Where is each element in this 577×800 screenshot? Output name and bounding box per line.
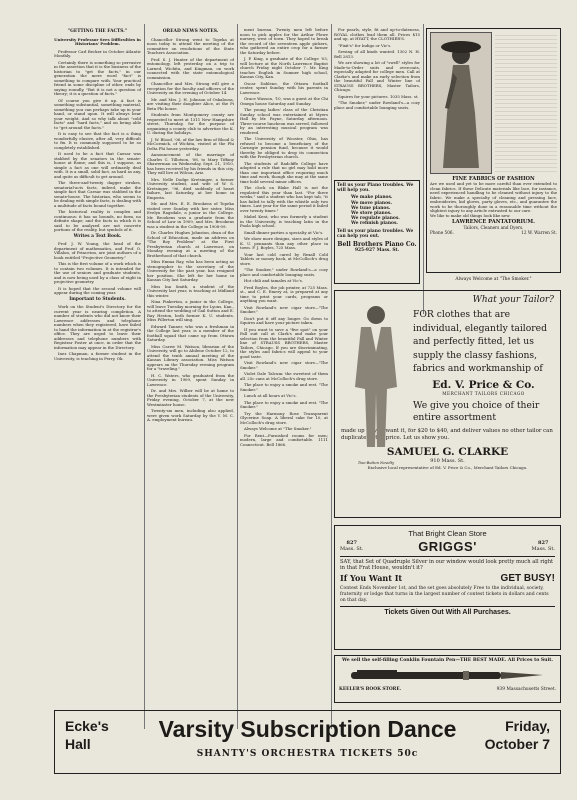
pen-ad-headline: We sell the self-filling Conklin Fountain Pen—THE BEST MADE. All Prices to Suit. <box>342 658 553 663</box>
fashion-ad-title: FINE FABRICS OF FASHION <box>452 176 535 182</box>
paragraph: Chancellor Strong went to Topeka at noon today to attend the meeting of the committee on resolutions of the State Teachers Association. <box>147 36 234 55</box>
paragraph: The University of Wooster, Ohio, has refused to become a beneficiary of the Carnegie pension fund, because it would thereby be obliged to drop its connection with the Presbyterian church. <box>240 136 328 159</box>
fashion-ad-address: 12 W. Warren St. <box>521 230 557 235</box>
column-3 <box>240 28 328 728</box>
tailor-ad-merchant-address: 910 Mass. St. <box>430 457 465 464</box>
paragraph: Try the Harmony Rose Transparent Glycerine Soap. A liberal cake for 10, at McColloch's drug store. <box>240 410 328 425</box>
paragraph: Prof. S. J. Hunter of the department of entomology, left yesterday on a trip to Larned, Wichita, and Kingman, on work connected with the state entomological commission. <box>147 56 234 80</box>
banner-title: Varsity Subscription Dance <box>158 716 457 742</box>
griggs-ad-right <box>532 541 555 552</box>
paragraph: Your last cold cured by Rexall Cold Tablets or money back, at McColloch's drug store. <box>240 251 328 266</box>
paragraph: Lunch at all hours at Vic's. <box>244 393 297 398</box>
paragraph: Fred Boyles, the job printer, at 725 Mass. st., and C. E. Emery at, is prepared at any time to print your cards, programs or anything you want. <box>240 284 328 303</box>
griggs-ad-right-sub: Mass. St. <box>531 545 555 552</box>
fashion-ad-tagline: Tailors, Cleaners and Dyers. <box>463 225 524 230</box>
column-1 <box>54 28 141 728</box>
paragraph: Mabel Kent, who was formerly a student in the University, is teaching latin in the Paola high school. <box>240 214 328 228</box>
banner-left-bottom: Hall <box>65 736 91 752</box>
pen-ad-footer <box>339 687 556 692</box>
banner-left-top: Ecke's <box>65 718 109 734</box>
column-4 <box>334 28 420 178</box>
woman-figure-icon <box>431 33 491 173</box>
paragraph: The place to enjoy a smoke and rest. "The Smoker." <box>240 399 328 409</box>
paragraph: Miss Ina Smith, a student of the University last year, is teaching at Midland this winter. <box>147 283 234 298</box>
column-2 <box>147 28 234 728</box>
griggs-ad-header <box>340 539 555 554</box>
fashion-ad-top <box>430 32 557 174</box>
griggs-ad-cta-right: GET BUSY! <box>500 573 555 585</box>
paragraph: The young ladies' class of the Christian Sunday school was entertained at Myers Hall by Mr. Payne, Saturday afternoon. Three-course luncheon was served, followed by an interesting musical program was rendered. <box>240 107 328 135</box>
paragraph: Squires for your pictures. 1035 Mass. st. <box>338 93 419 99</box>
tailor-ad-maker: Ed. V. Price & Co. <box>432 378 535 391</box>
piano-ad-list <box>337 195 417 226</box>
paragraph: Inez Chapman, a former student in the University, is teaching in Perry, Ok. <box>54 351 141 361</box>
column-rule <box>144 24 145 729</box>
griggs-ad-cta-left: If You Want It <box>340 573 403 584</box>
griggs-ad-name: GRIGGS' <box>418 539 477 554</box>
fashion-ad-illustration <box>430 32 492 174</box>
welcome-note: Always Welcome at "The Smoker." <box>455 277 532 282</box>
griggs-ad-top: That Bright Clean Store <box>408 529 487 538</box>
column-rule <box>237 24 238 729</box>
piano-ad-company: Bell Brothers Piano Co. <box>337 241 417 249</box>
article-title: "GETTING THE FACTS." <box>67 29 128 34</box>
paragraph: "The Smoker," under Rowland's—a cozy place and comfortable lounging seats. <box>334 100 420 110</box>
paragraph: Grace Wasson, '10, was a guest at the Chi Omega house Saturday and Sunday. <box>240 96 328 106</box>
paragraph: It is easy to see that the fact is a thing wonderfully elusive, after all, very difficult to fix. It is commonly supposed to be so completely established. <box>54 131 141 150</box>
tailor-ad-offer: made up as you want it, for $20 to $40, and deliver values no other tailor can duplicate at the price. Let us show you. <box>341 427 553 441</box>
paragraph: Twenty-six men, including also applied, were given work Saturday by the Y. M. C. A. employment bureau. <box>147 408 234 422</box>
paragraph: Small dinner parties a specialty at Vic's. <box>244 229 324 235</box>
griggs-ad-left <box>340 541 363 552</box>
column-rule <box>423 24 424 314</box>
paragraph: We show more designs, sizes and styles of K. U. pennants than any other place in town. F. J. Boyles, 725 Mass. <box>240 236 328 250</box>
tailor-ad-script-title: What your Tailor? <box>472 295 554 305</box>
pen-ad <box>334 655 561 703</box>
fashion-ad-body: Are we used and yet to be more careful than ever extended to clean fabrics. If these Delicate materials like lace, for instance, need experienced handling to be cleaned without injury to the fabric. We make a specialty of cleaning and pressing lace, embroideries, kid gloves, party gloves, etc., and guarantee the work to be thoroughly done in a reasonable time without the slightest injury to any article entrusted to our care. <box>430 181 557 213</box>
figure-caption: Two-Button Novelty <box>357 461 395 465</box>
paragraph: Dr. and Mrs. Wilber will be at home to the Presbyterian students of the University, Friday evening, October 7, at the new Westminster house. <box>147 388 234 407</box>
paragraph: Edward Tanner, who was a freshman in the College last year, is a member of the football squad that came up from Ottawa Saturday. <box>147 323 234 342</box>
paragraph: The place to enjoy a smoke and rest. "The Smoker." <box>240 382 328 392</box>
piano-ad-address: 925-927 Mass. St. <box>354 248 400 254</box>
paragraph: J. W. Blood, '06, of the law firm of Blood & McCormick, of Wichita, visited at the Phi Delta Phi house yesterday. <box>147 136 234 151</box>
paragraph: Mr. and Mrs. J. H. Johnson of Oskaloosa, are visiting their daughter Alice, at the Pi Beta Phi house. <box>147 96 234 111</box>
dance-banner <box>54 710 561 774</box>
fashion-ad-contact <box>430 230 557 235</box>
paragraph: This is the first volume of a work which is to contain two volumes. It is intended for the use of seniors and graduate students, and is now being used by a class of eight in projective geometry. <box>54 261 141 284</box>
paragraph: If you want to save a "five spot" on your Fall suit call at Clark's and make your selection from the beautiful Fall and Winter line of STRAUSS BROTHERS, Master Tailors, Chicago. If you are discriminating, the styles and fabrics will appeal to your good taste. <box>240 326 328 359</box>
piano-ad-item: We refinish pianos. <box>351 221 398 227</box>
griggs-ad-contest: Contest Ends November 1st, and the set goes absolutely Free to the individual, society, fraternity or lodge that turns in the largest number of contest tickets in dollars and cents on that day. <box>340 586 549 603</box>
paragraph: The students of Radcliffe College have adopted a rule that no girl may hold more than one important office requiring much time and work, though she may at the same time hold several minor offices. <box>240 160 328 184</box>
tailor-ad-illustration <box>341 297 411 465</box>
paragraph: Of course you give it up. A fact is something substantial, something material, something you can perhaps take up in your hand, or stand upon. It will always bear your weight. And so why talk about "cold facts" and "hard facts," and on being able to "get around the facts." <box>54 97 141 130</box>
griggs-ad-left-sub: Mass. St. <box>340 545 364 552</box>
paragraph: Hot chili and tamales at Vic's. <box>244 278 304 283</box>
paragraph: The clock on Blake Hall is not the regulated this year than last. "For three weeks," said a student who has kept tab, "it has failed to tally with the whistle only two times. Last year for the same period it failed over twenty times." <box>240 185 328 213</box>
fashion-ad-body-wrap <box>495 32 557 174</box>
fashion-ad-filler <box>495 32 557 172</box>
paragraph: ment bureau. Twenty men left before noon to pick apples for the Arthur Plowe nursery, west of town. They hoped to break the record of the seventeen apple pickers, who gathered an entire crop for a farmer the Saturday before. <box>240 28 328 55</box>
paragraph: The three-and-twenty dagger strokes, senatorial-acts facts, indeed, make the simple fact that Caesar was stabbed in the senate-house. The historian, who seems to be dealing with simple facts, is dealing with a multitude of facts bound together. <box>54 180 141 208</box>
griggs-ad <box>334 525 561 650</box>
paragraph: Miss Carrie M. Watson, librarian of the University, will go to Abilene October 12, to attend the tenth annual meeting of the Kansas Library association. Miss Watson appears on the Thursday evening program for a "traveling." <box>147 343 234 371</box>
tailor-ad-merchant-note: Exclusive local representative of Ed. V. Price & Co., Merchant Tailors Chicago. <box>367 464 528 470</box>
paragraph: Work on the Student's Directory for the current year is nearing completion. A number of students who did not know their Lawrence addresses and telephone numbers when they registered, have failed to hand the information in at the registrar's office. They are urged to leave their addresses and telephone numbers with Registrar Foster at once, in order that the information may appear in the Directory. <box>54 304 141 350</box>
piano-ad-item: We tune pianos. <box>351 205 391 211</box>
fashion-ad <box>426 28 561 273</box>
griggs-ad-footer: Tickets Given Out With All Purchases. <box>340 606 555 616</box>
tailor-ad-maker-sub: MERCHANT TAILORS CHICAGO <box>442 390 525 396</box>
piano-ad-item: We store pianos. <box>351 211 392 217</box>
banner-subtitle: SHANTY'S ORCHESTRA TICKETS 50c <box>196 749 419 759</box>
paragraph: Oscar Dahlene, the Ottawa football center, spent Sunday with his parents in Lawrence. <box>240 80 328 95</box>
paragraph: Professor Carl Becker in October Atlantic Monthly. <box>54 48 141 58</box>
banner-left <box>65 717 109 753</box>
tailor-ad-body: FOR clothes that are individual, elegantly tailored and perfectly fitted, let us supply the classy fashions, fabrics and workmanship of <box>413 309 547 374</box>
paragraph: Don't put it off any longer. Go down to Squires and have your picture taken. <box>240 315 328 325</box>
fountain-pen-icon <box>343 666 553 684</box>
griggs-ad-left-num: 827 <box>346 540 357 546</box>
paragraph: It used to be a fact that Caesar was stabbed by the senators in the senate-house at Rome; and this is, I suppose, as simple a fact as one will ordinarily deal with. It is a small, solid fact, as hard as any, and quite as difficult to get around. <box>54 151 141 179</box>
paragraph: J. P. King, a graduate of the College '03, will lecture at the North Lawrence Baptist church Friday night October 7. Mr. King teaches English in Sumner high school, Kansas City, Kan. <box>240 56 328 79</box>
paragraph: H. C. Waters, who graduated from the University in 1909, spent Sunday in Lawrence. <box>147 372 234 387</box>
paragraph: It is hoped that the second volume will appear during the coming year. <box>54 285 141 295</box>
paragraph: Miss Emma Ray, who has been acting as stenographer to the secretary of the University for the past year, has resigned her position. She left for her home in Kansas City last Saturday. <box>147 259 234 282</box>
article-subtitle: University Professor Sees Difficulties in Historians' Problem. <box>54 36 141 46</box>
paragraph: "Fixit's" for Indigo or Vic's. <box>338 42 392 48</box>
paragraph: Always Welcome at "The Smoker." <box>244 426 312 431</box>
piano-ad-item: We move pianos. <box>351 200 393 206</box>
griggs-ad-cta <box>340 573 555 584</box>
paragraph: Prof. J. W. Young, the head of the department of mathematics, and Prof. O. Villalon, of Princeton, are joint authors of a book entitled "Projective Geometry." <box>54 241 141 260</box>
paragraph: Dr. Charles Hughes Johnston, dean of the School of Education, made an address on "The Boy Problem" at the First Presbyterian church at Lawrence, on Monday evening at a meeting of the Brotherhood of that church. <box>147 230 234 258</box>
griggs-ad-body: SAY, that Set of Quadruple Silver in our window would look pretty much all right in that Frat House, wouldn't it? <box>340 559 554 572</box>
article-title: Writes a Text Book. <box>73 233 122 239</box>
paragraph: We are showing a lot of "swell" styles for Made-to-Order suits and overcoats, especially adapted for college men. Call at Clarke's and make an early selection from the beautiful Fall and Winter line of STRAUSS BROTHERS, Master Tailors, Chicago. <box>334 60 420 92</box>
tailor-ad <box>334 290 561 518</box>
banner-right-top: Friday, <box>505 718 550 734</box>
article-title: Important to Students. <box>69 296 126 302</box>
fashion-ad-phone: Phone 506. <box>430 230 454 235</box>
tailor-ad-right <box>413 295 554 424</box>
paragraph: Announcement of the marriage of Charles C. Tillotson, '08, to Mary Tiffany Shawerman on Wednesday, Sept. 21, 1910, has been received by his friends in this city. They will live at Wilcox, Ariz. <box>147 152 234 175</box>
paragraph: For Rent—Furnished rooms for men; modern, large and comfortable. 1111 Connecticut. Bell 1866. <box>240 432 328 447</box>
paragraph: The historical reality is complex and continuous: it has no bounds, no form, no definite shape; and the facts in which it is said to be analyzed are not concrete portions of the reality, but symbols of it. <box>54 209 141 232</box>
paragraph: Chancellor and Mrs. Strong will give a reception for the faculty and officers of the University on the evening of October 14. <box>147 81 234 95</box>
paragraph: Mr. and Mrs. E. E. Brookens of Topeka visited over Sunday with her sister, Miss Evelyn Ragsdale, a junior in the College. Mr. Brookens was a graduate from the School of Law in 1909, and Mrs. Brookens was a student in the College in 1908-09. <box>147 201 234 229</box>
piano-ad-item: We regulate pianos. <box>351 216 400 222</box>
paragraph: Students from Montgomery county are requested to meet at 1311 New Hampshire street, Thursday, for the purpose of organizing a county club to advertise the K. U. during the holidays. <box>147 112 234 135</box>
tailor-ad-merchant: SAMUEL G. CLARKE <box>386 445 509 458</box>
paragraph: Certainly there is something so pervasive in the assertion that it is the business of the historian to "get the facts," in our generation the mere word "fact" is something to compare with. Your practical friend in some discipline of other, ends by saying roundly, "But it is not a question of theory; it is a question of facts." <box>54 59 141 96</box>
fashion-ad-closing: We like to make old things look like new. <box>430 212 511 218</box>
piano-ad <box>334 180 420 284</box>
paragraph: Mrs. Nelle Dodge Kretsinger, a former University student, and wife of W. S. Kretsinger, '96, died suddenly of heart failure, last Saturday, at her home in Emporia. <box>147 176 234 200</box>
piano-ad-lead: Tell us your Piano troubles. We will help you. <box>337 183 414 194</box>
paragraph: Nina Pinkerton, a junior in the College, will leave Tuesday morning for Lyons, Kan., to attend the wedding of Gail Sutton and E. Ray Heston, both former K. U. students. Miss Pillerton will sing. <box>147 299 234 322</box>
man-in-suit-icon <box>341 297 411 457</box>
banner-right-bottom: October 7 <box>484 736 550 752</box>
paragraph: For pearls, style, fit and up-to-dateness, ROYAL clothes lead them all. Prices $15 and up, at HYATT, the CLOTHIER'S. <box>334 28 420 41</box>
article-title: OREAD NEWS NOTES. <box>162 29 219 34</box>
banner-right <box>485 717 550 753</box>
fashion-ad-company: LAWRENCE PANTATORIUM. <box>452 219 535 225</box>
column-rule <box>331 24 332 729</box>
piano-ad-item: We make pianos. <box>351 195 393 201</box>
tailor-ad-body2: We give you choice of their entire assortment <box>413 399 540 423</box>
pen-ad-store: KEELER'S BOOK STORE. <box>339 687 402 692</box>
griggs-ad-right-num: 827 <box>538 540 549 546</box>
paragraph: Violet Dale Talcum: the sweetest of them all. 25c cans at McColloch's drug store. <box>240 371 328 381</box>
paragraph: "The Smoker," under Rowland's—a cozy place and comfortable lounging seats. <box>240 267 328 277</box>
paragraph: Sewing of all kinds wanted. 1302 N. H. Bell 2813. <box>334 49 420 59</box>
piano-ad-closing: Tell us your piano troubles. We can help you out. <box>337 228 414 239</box>
paragraph: Visit Rowland's new cigar store—"The Smoker." <box>240 360 328 370</box>
paragraph: Visit Rowland's new cigar store—"The Smoker." <box>240 304 328 314</box>
pen-ad-address: 939 Massachusetts Street. <box>496 687 556 692</box>
